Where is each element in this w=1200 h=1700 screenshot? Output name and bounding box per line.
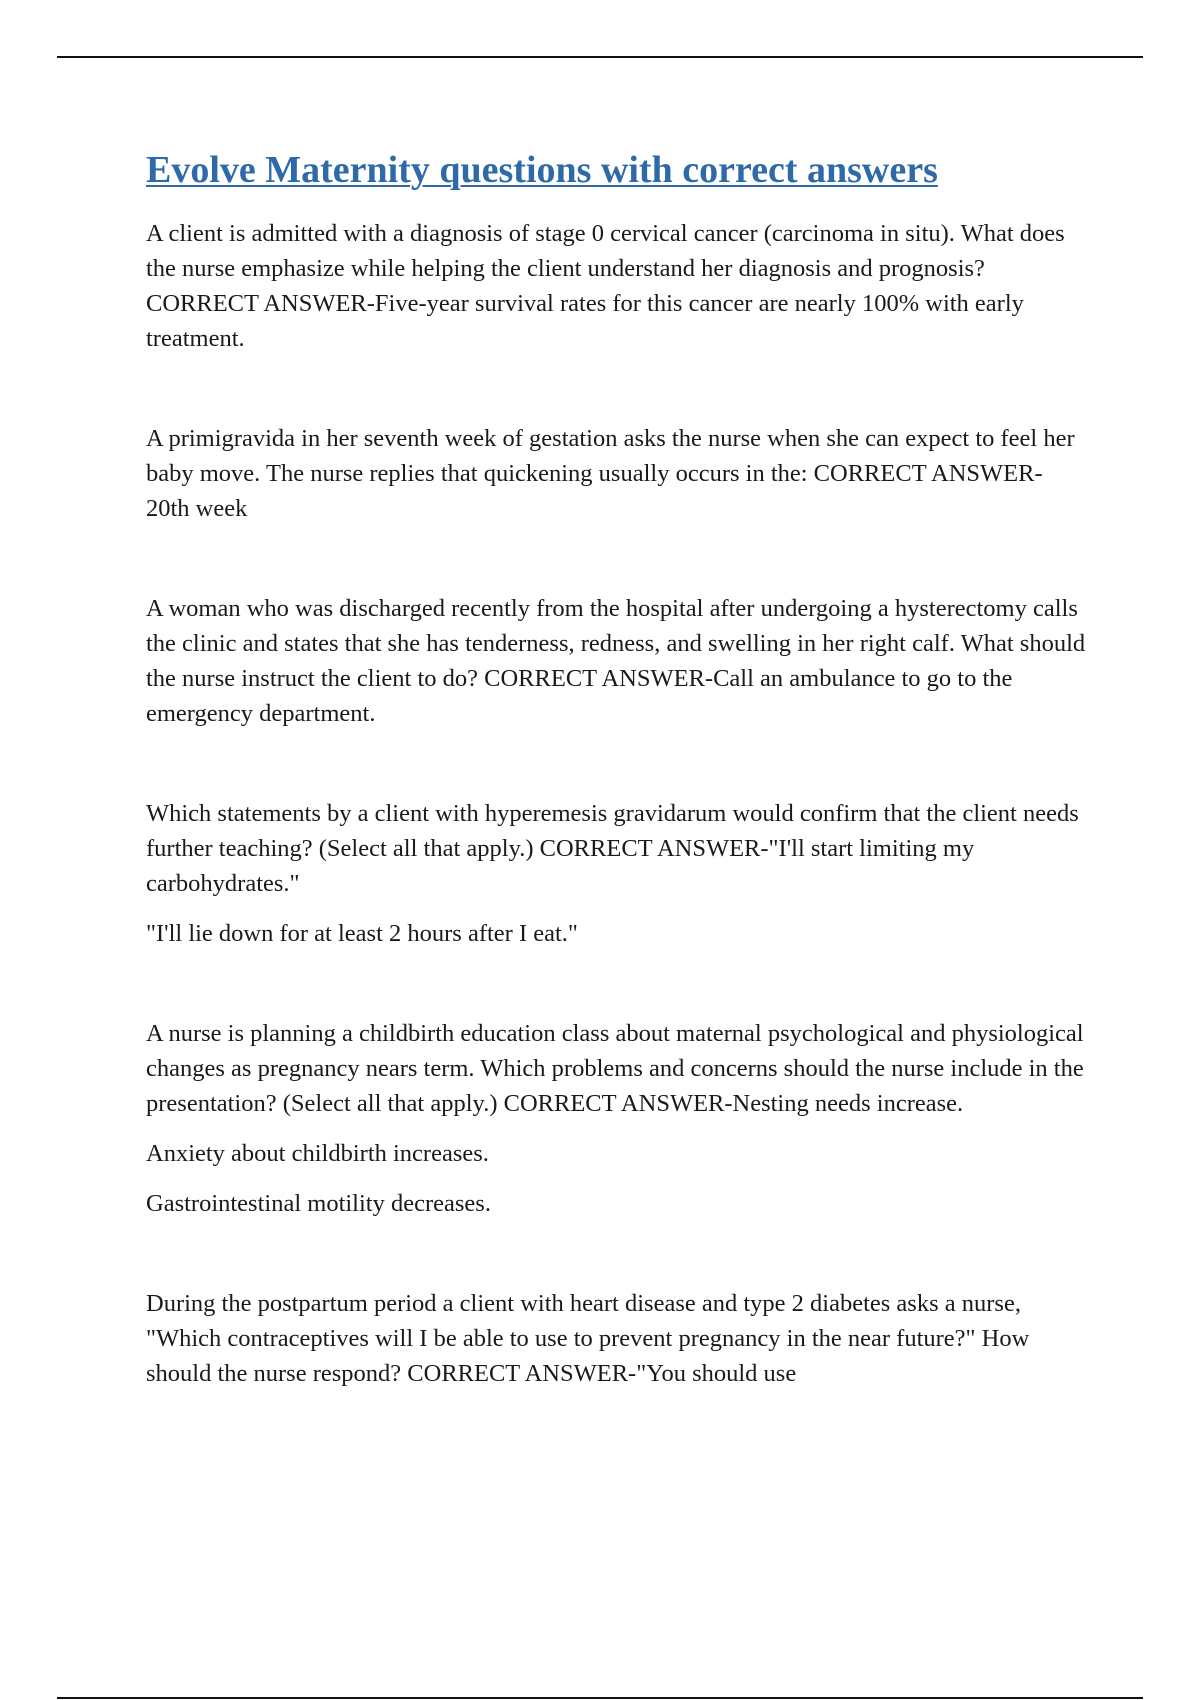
- document-body: [146, 146, 1086, 1391]
- qa-text: Which statements by a client with hyperemesis gravidarum would confirm that the client needs further teaching? (Select all that apply.) CORRECT ANSWER-"I'll start limiting my carbohydrates.": [146, 800, 1079, 897]
- qa-item-5: [146, 1016, 1086, 1221]
- qa-extra-answer: Anxiety about childbirth increases.: [146, 1140, 489, 1167]
- qa-text: A nurse is planning a childbirth education class about maternal psychological and physiological changes as pregnancy nears term. Which problems and concerns should the nurse include in the presentation? (Select all that apply.) CORRECT ANSWER-Nesting needs increase.: [146, 1020, 1084, 1117]
- qa-text: During the postpartum period a client with heart disease and type 2 diabetes asks a nurse, "Which contraceptives will I be able to use to prevent pregnancy in the near future?" How should the nurse respond? CORRECT ANSWER-"You should use: [146, 1290, 1030, 1387]
- qa-text: A client is admitted with a diagnosis of stage 0 cervical cancer (carcinoma in situ). What does the nurse emphasize while helping the client understand her diagnosis and prognosis? CORRECT ANSWER-Five-year survival rates for this cancer are nearly 100% with early treatment.: [146, 220, 1065, 352]
- header-rule: [57, 56, 1143, 58]
- qa-extra-answer: "I'll lie down for at least 2 hours after I eat.": [146, 920, 578, 947]
- qa-item-4: [146, 796, 1086, 951]
- qa-text: A woman who was discharged recently from the hospital after undergoing a hysterectomy calls the clinic and states that she has tenderness, redness, and swelling in her right calf. What should the nurse instruct the client to do? CORRECT ANSWER-Call an ambulance to go to the emergency department.: [146, 595, 1086, 727]
- qa-extra-answer: Gastrointestinal motility decreases.: [146, 1190, 491, 1217]
- footer-rule: [57, 1697, 1143, 1699]
- qa-item-2: [146, 421, 1086, 526]
- qa-item-1: [146, 216, 1086, 356]
- document-title: Evolve Maternity questions with correct answers: [146, 149, 938, 191]
- qa-text: A primigravida in her seventh week of gestation asks the nurse when she can expect to feel her baby move. The nurse replies that quickening usually occurs in the: CORRECT ANSWER-20th week: [146, 425, 1075, 522]
- qa-item-3: [146, 591, 1086, 731]
- qa-item-6: [146, 1286, 1086, 1391]
